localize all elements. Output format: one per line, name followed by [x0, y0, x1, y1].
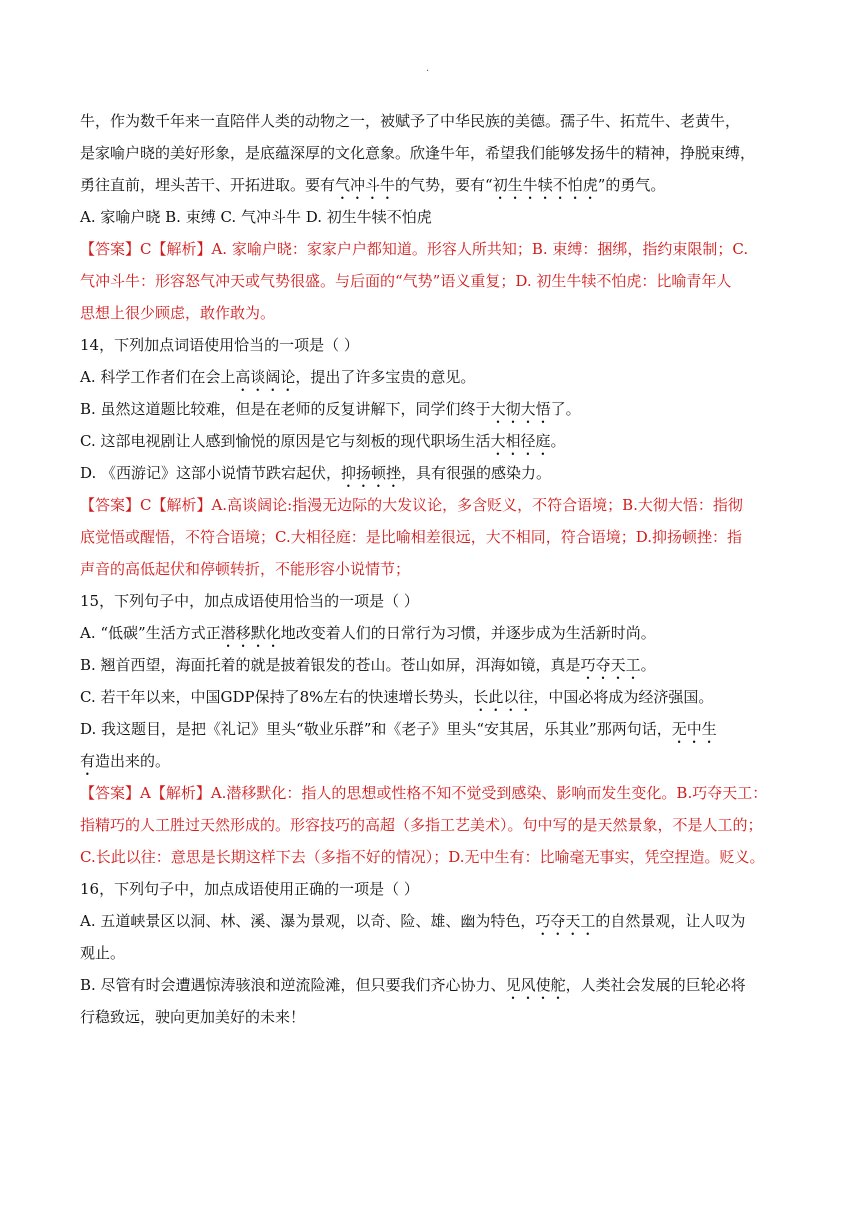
- emphasized-phrase: 潜移默化: [220, 624, 281, 642]
- option-b: B. 翘首西望，海面托着的就是披着银发的苍山。苍山如屏，洱海如镜，真是巧夺天工。: [80, 656, 656, 674]
- answer-line: 指精巧的人工胜过天然形成的。形容技巧的高超（多指工艺美术）。句中写的是天然景象，不是人工的；: [80, 816, 763, 834]
- emphasized-phrase: 初生牛犊不怕虎: [492, 176, 598, 194]
- options-line: A. 家喻户晓 B. 束缚 C. 气冲斗牛 D. 初生牛犊不怕虎: [80, 208, 432, 226]
- emphasized-phrase: 大相径庭: [490, 432, 551, 450]
- option-a: A. “低碳”生活方式正潜移默化地改变着人们的日常行为习惯，并逐步成为生活新时尚。: [80, 624, 656, 642]
- emphasized-phrase: 见风使舵: [505, 976, 566, 994]
- answer-line: C.长此以往：意思是长期这样下去（多指不好的情况）；D.无中生有：比喻毫无事实，凭空捏造。贬义。: [80, 848, 765, 866]
- option-d: D. 我这题目，是把《礼记》里头“敬业乐群”和《老子》里头“安其居，乐其业”那两句话，无中生: [80, 720, 717, 738]
- option-d-continued: 有造出来的。: [80, 752, 171, 770]
- option-a-continued: 观止。: [80, 944, 126, 962]
- option-c: C. 这部电视剧让人感到愉悦的原因是它与刻板的现代职场生活大相径庭。: [80, 432, 566, 450]
- emphasized-phrase: 长此以往: [473, 688, 534, 706]
- document-body: [80, 105, 784, 1033]
- paragraph-line: 牛，作为数千年来一直陪伴人类的动物之一，被赋予了中华民族的美德。孺子牛、拓荒牛、老黄牛，: [80, 112, 741, 130]
- answer-line: 气冲斗牛：形容怒气冲天或气势很盛。与后面的“气势”语义重复；D. 初生牛犊不怕虎：比喻青年人: [80, 272, 732, 290]
- emphasized-phrase: 抑扬顿挫: [341, 464, 402, 482]
- emphasized-phrase: 无中生: [671, 720, 717, 738]
- emphasized-phrase: 气冲斗牛: [335, 176, 396, 194]
- emphasized-phrase: 巧夺天工: [535, 912, 596, 930]
- header-dot: ·: [426, 66, 430, 77]
- option-d: D. 《西游记》这部小说情节跌宕起伏，抑扬顿挫，具有很强的感染力。: [80, 464, 552, 482]
- option-a: A. 科学工作者们在会上高谈阔论，提出了许多宝贵的意见。: [80, 368, 476, 386]
- answer-line: 【答案】C【解析】A. 家喻户晓：家家户户都知道。形容人所共知；B. 束缚：捆绑，指约束限制；C.: [80, 240, 749, 258]
- paragraph-line: 是家喻户晓的美好形象，是底蕴深厚的文化意象。欣逢牛年，希望我们能够发扬牛的精神，挣脱束缚，: [80, 144, 756, 162]
- option-a: A. 五道峡景区以洞、林、溪、瀑为景观，以奇、险、雄、幽为特色，巧夺天工的自然景观，让人叹为: [80, 912, 746, 930]
- emphasized-phrase: 有: [80, 752, 96, 770]
- answer-line: 思想上很少顾虑，敢作敢为。: [80, 304, 276, 322]
- answer-line: 底觉悟或醒悟，不符合语境；C.大相径庭：是比喻相差很远，大不相同，符合语境；D.抑扬顿挫：指: [80, 528, 742, 546]
- emphasized-phrase: 巧夺天工: [580, 656, 641, 674]
- option-b: B. 虽然这道题比较难，但是在老师的反复讲解下，同学们终于大彻大悟了。: [80, 400, 581, 418]
- option-c: C. 若干年以来，中国GDP保持了8%左右的快速增长势头，长此以往，中国必将成为经济强国。: [80, 688, 714, 706]
- question-stem: 16，下列句子中，加点成语使用正确的一项是（ ）: [80, 880, 419, 898]
- answer-line: 【答案】C【解析】A.高谈阔论:指漫无边际的大发议论，多含贬义，不符合语境；B.大彻大悟：指彻: [80, 496, 743, 514]
- question-stem: 15，下列句子中，加点成语使用恰当的一项是（ ）: [80, 592, 419, 610]
- emphasized-phrase: 大彻大悟: [490, 400, 551, 418]
- option-b: B. 尽管有时会遭遇惊涛骇浪和逆流险滩，但只要我们齐心协力、见风使舵，人类社会发展的巨轮必将: [80, 976, 746, 994]
- answer-line: 【答案】A【解析】A.潜移默化：指人的思想或性格不知不觉受到感染、影响而发生变化。B.巧夺天工：: [80, 784, 768, 802]
- paragraph-line: 勇往直前，埋头苦干、开拓进取。要有气冲斗牛的气势，要有“初生牛犊不怕虎”的勇气。: [80, 176, 666, 194]
- option-b-continued: 行稳致远，驶向更加美好的未来！: [80, 1008, 306, 1026]
- emphasized-phrase: 高谈阔论: [235, 368, 296, 386]
- question-stem: 14，下列加点词语使用恰当的一项是（ ）: [80, 336, 359, 354]
- answer-line: 声音的高低起伏和停顿转折，不能形容小说情节；: [80, 560, 411, 578]
